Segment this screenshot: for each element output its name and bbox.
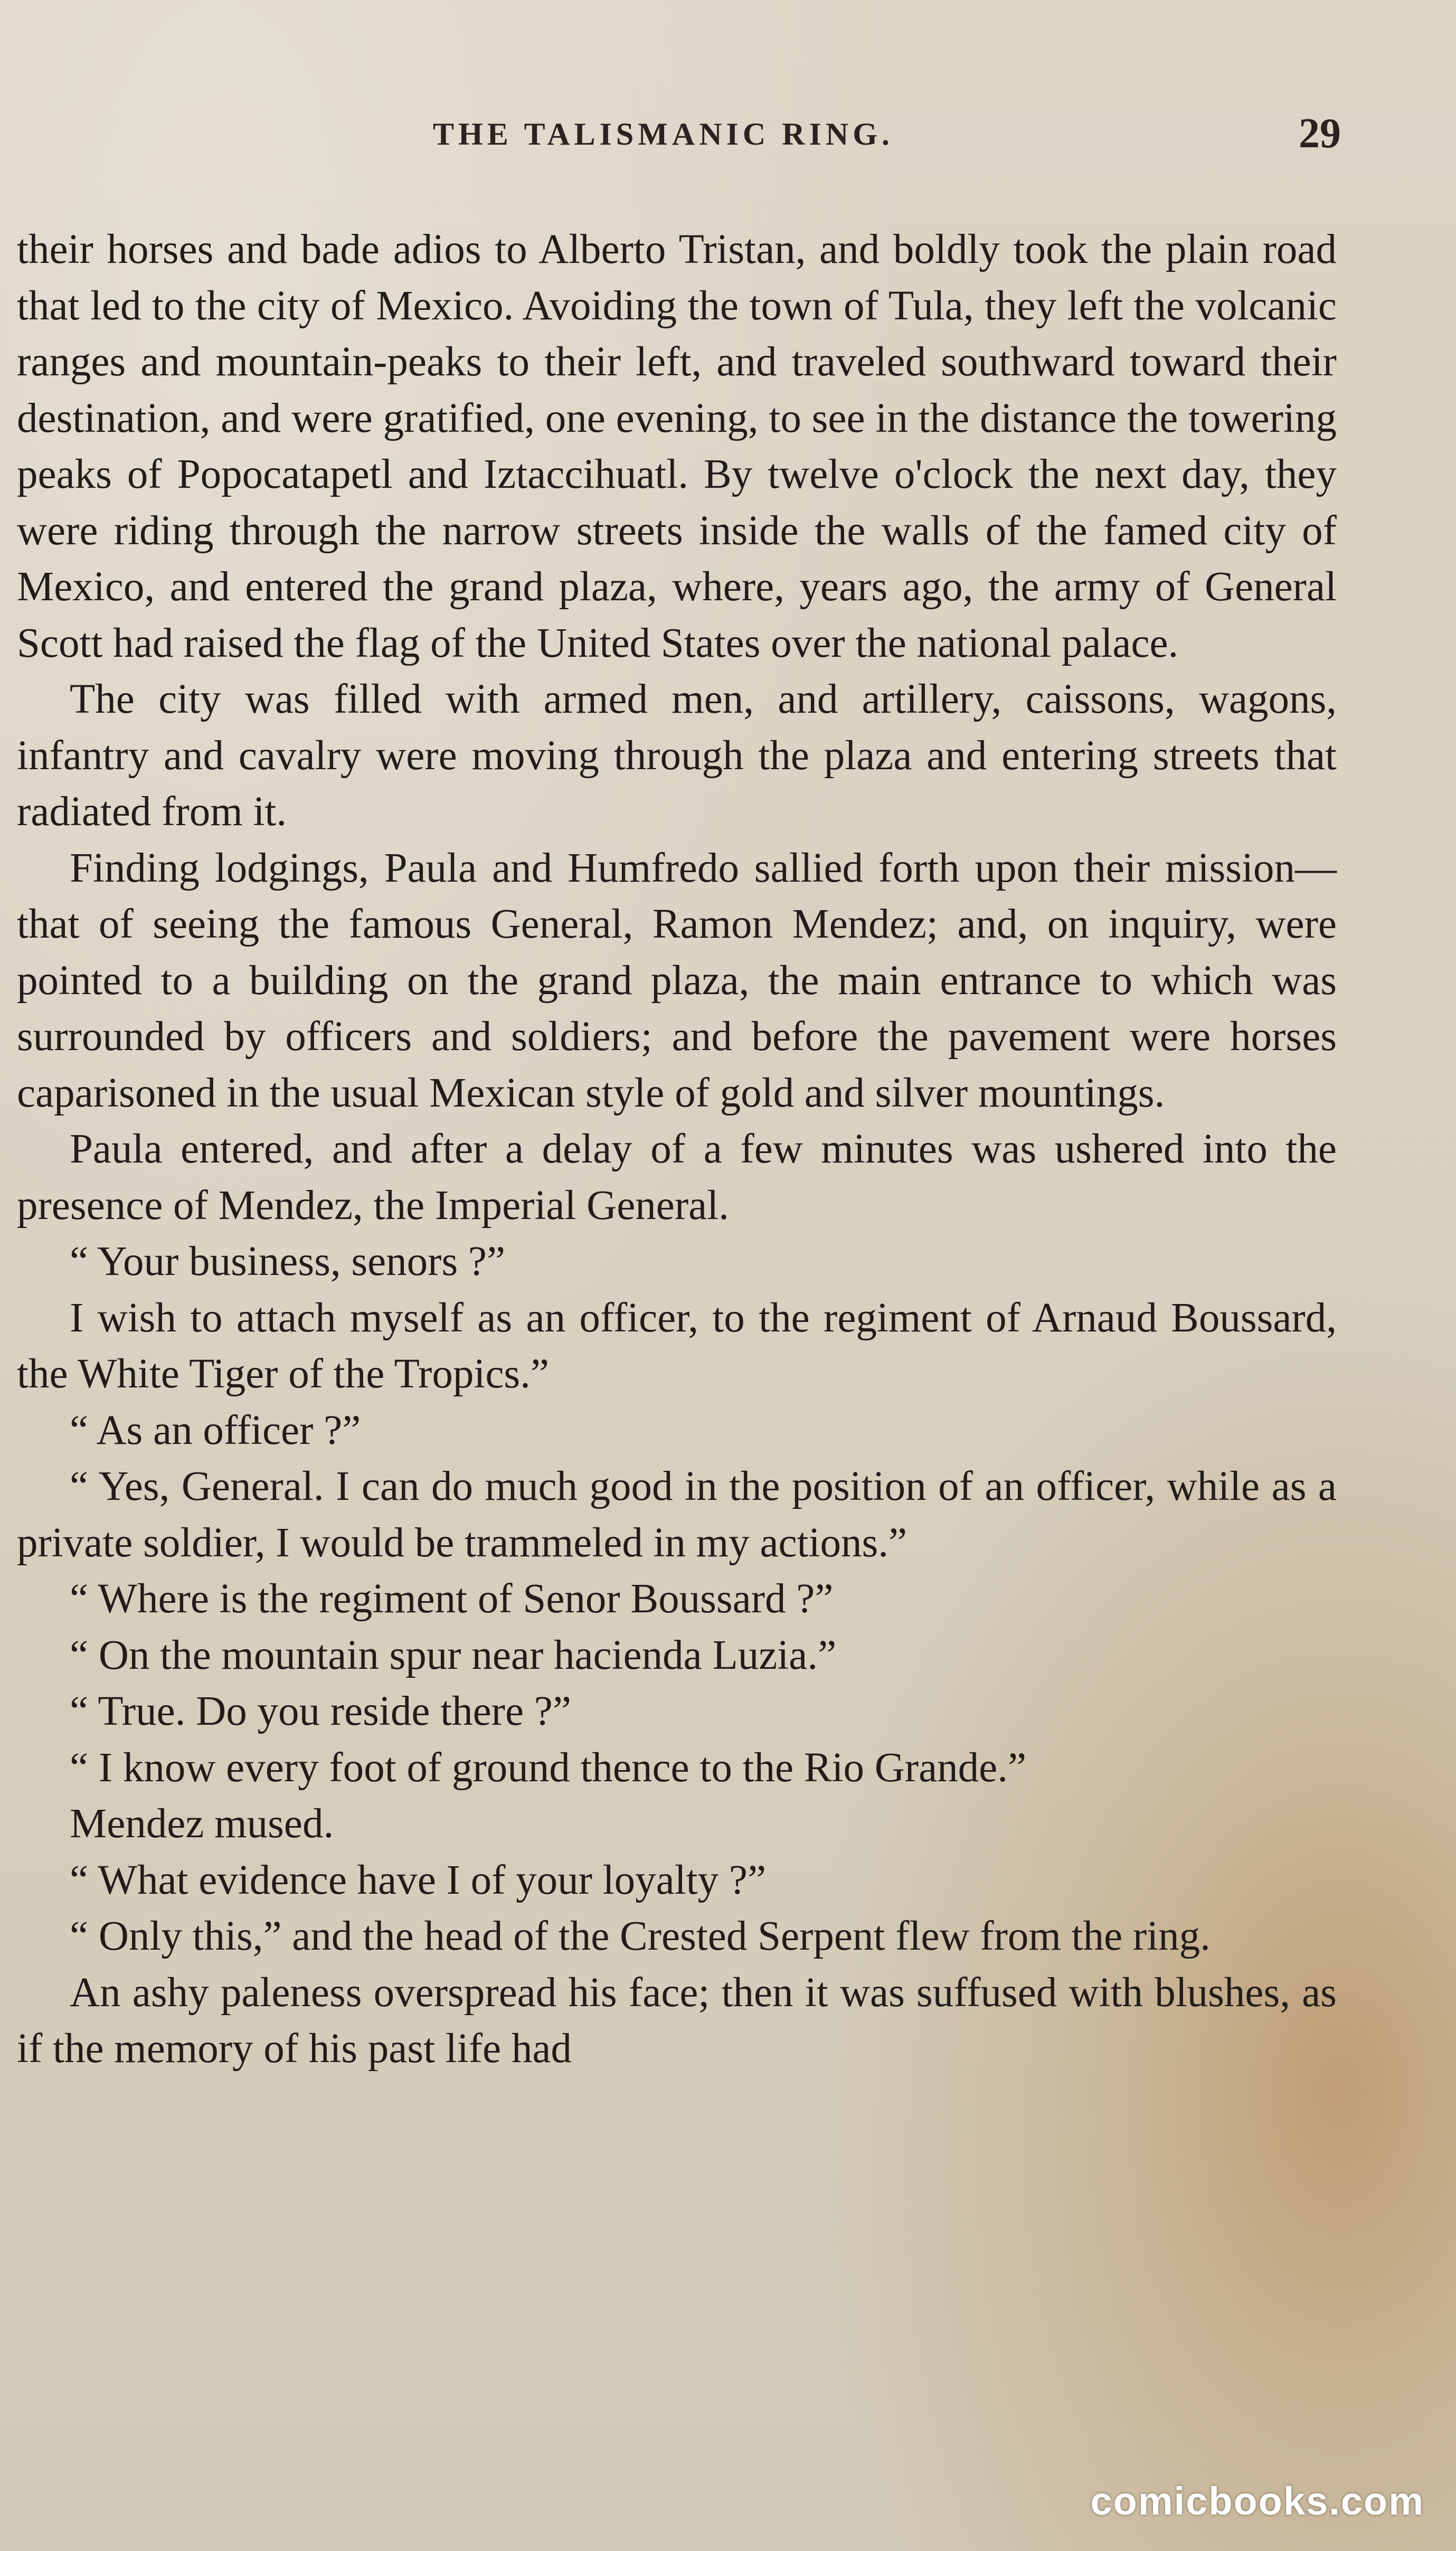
- paragraph: “ Yes, General. I can do much good in the position of an officer, while as a private soldier, I would be trammeled in my actions.”: [17, 1463, 1337, 1566]
- paragraph: “ On the mountain spur near hacienda Luzia.”: [70, 1632, 837, 1678]
- paragraph: “ I know every foot of ground thence to the Rio Grande.”: [70, 1744, 1027, 1791]
- paragraph: “ Where is the regiment of Senor Boussard ?”: [70, 1576, 834, 1622]
- paragraph: I wish to attach myself as an officer, to the regiment of Arnaud Boussard, the White Tiger of the Tropics.”: [17, 1295, 1337, 1397]
- paragraph: Mendez mused.: [70, 1801, 334, 1847]
- paragraph: Paula entered, and after a delay of a few minutes was ushered into the presence of Mendez, the Imperial General.: [17, 1126, 1337, 1229]
- paragraph: their horses and bade adios to Alberto Tristan, and boldly took the plain road that led to the city of Mexico. Avoiding the town of Tula, they left the volcanic ranges and mountain-peaks to their left, and traveled southward toward their destination, and were gratified, one evening, to see in the distance the towering peaks of Popocatapetl and Iztaccihuatl. By twelve o'clock the next day, they were riding through the narrow streets inside the walls of the famed city of Mexico, and entered the grand plaza, where, years ago, the army of General Scott had raised the flag of the United States over the national palace.: [17, 226, 1337, 666]
- running-title: THE TALISMANIC RING.: [433, 117, 894, 152]
- paragraph: “ What evidence have I of your loyalty ?”: [70, 1857, 767, 1903]
- paragraph: Finding lodgings, Paula and Humfredo sallied forth upon their mission—that of seeing the famous General, Ramon Mendez; and, on inquiry, were pointed to a building on the grand plaza, the main entrance to which was surrounded by officers and soldiers; and before the pavement were horses caparisoned in the usual Mexican style of gold and silver mountings.: [17, 845, 1337, 1116]
- page-number: 29: [1299, 110, 1341, 157]
- page-header: [21, 110, 1341, 179]
- paragraph: “ Your business, senors ?”: [70, 1239, 506, 1284]
- paragraph: An ashy paleness overspread his face; then it was suffused with blushes, as if the memory of his past life had: [17, 1969, 1337, 2072]
- watermark: comicbooks.com: [1090, 2479, 1424, 2523]
- paragraph: “ Only this,” and the head of the Crested Serpent flew from the ring.: [70, 1913, 1211, 1959]
- paragraph: “ As an officer ?”: [70, 1407, 361, 1453]
- paragraph: The city was filled with armed men, and artillery, caissons, wagons, infantry and cavalry were moving through the plaza and entering streets that radiated from it.: [17, 676, 1337, 835]
- body-text: [17, 222, 1337, 2077]
- paragraph: “ True. Do you reside there ?”: [70, 1688, 571, 1734]
